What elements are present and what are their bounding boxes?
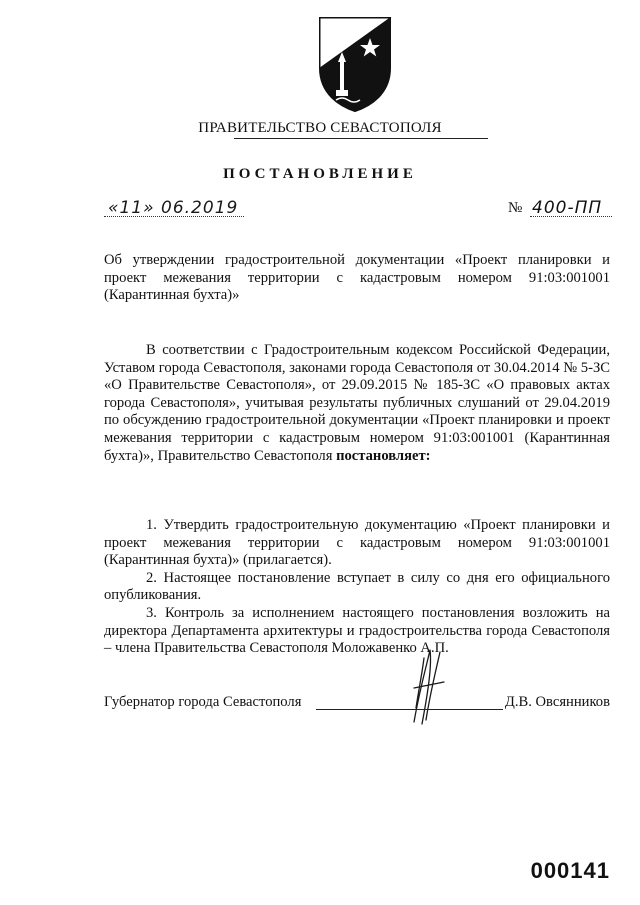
item-1: 1. Утвердить градостроительную документацию «Проект планировки и проект межевания территории с кадастровым номером 91:03:001001 (Карантинная бухта)» (прилагается). (104, 517, 610, 569)
government-title: ПРАВИТЕЛЬСТВО СЕВАСТОПОЛЯ (198, 120, 442, 136)
signatory-name: Д.В. Овсянников (504, 694, 610, 710)
preamble (104, 342, 610, 465)
signature-block (104, 690, 610, 720)
number-underline (530, 216, 612, 217)
document-number (508, 198, 612, 220)
resolution-items (104, 517, 610, 658)
item-3: 3. Контроль за исполнением настоящего постановления возложить на директора Департамента архитектуры и градостроительства города Севастополя – члена Правительства Севастополя Моложавенко А.П. (104, 604, 610, 657)
subject-text: Об утверждении градостроительной документации «Проект планировки и проект межевания территории с кадастровым номером 91:03:001001 (Карантинная бухта)» (104, 252, 610, 304)
sevastopol-coat-of-arms-icon (318, 16, 392, 112)
item-2: 2. Настоящее постановление вступает в силу со дня его официального опубликования. (104, 569, 610, 604)
preamble-text: В соответствии с Градостроительным кодексом Российской Федерации, Уставом города Севастополя, законами города Севастополя от 30.04.2014 № 5-ЗС «О Правительстве Севастополя», от 29.09.2015 № 185-ЗС «О правовых актах города Севастополя», учитывая результаты публичных слушаний от 29.04.2019 по обсуждению градостроительной документации «Проект планировки и проект межевания территории с кадастровым номером 91:03:001001 (Карантинная бухта)», Правительство Севастополя (104, 342, 610, 464)
number-label: № (508, 200, 523, 216)
title-underline (234, 138, 488, 139)
number-value: 400-ПП (532, 198, 603, 218)
document-subject (104, 252, 610, 305)
document-date (104, 198, 244, 220)
document-type: ПОСТАНОВЛЕНИЕ (223, 166, 417, 182)
registration-number: 000141 (530, 858, 610, 883)
signatory-role: Губернатор города Севастополя (104, 694, 302, 710)
date-underline (104, 216, 244, 217)
preamble-verb: постановляет: (336, 447, 431, 464)
date-value: «11» 06.2019 (108, 198, 239, 218)
